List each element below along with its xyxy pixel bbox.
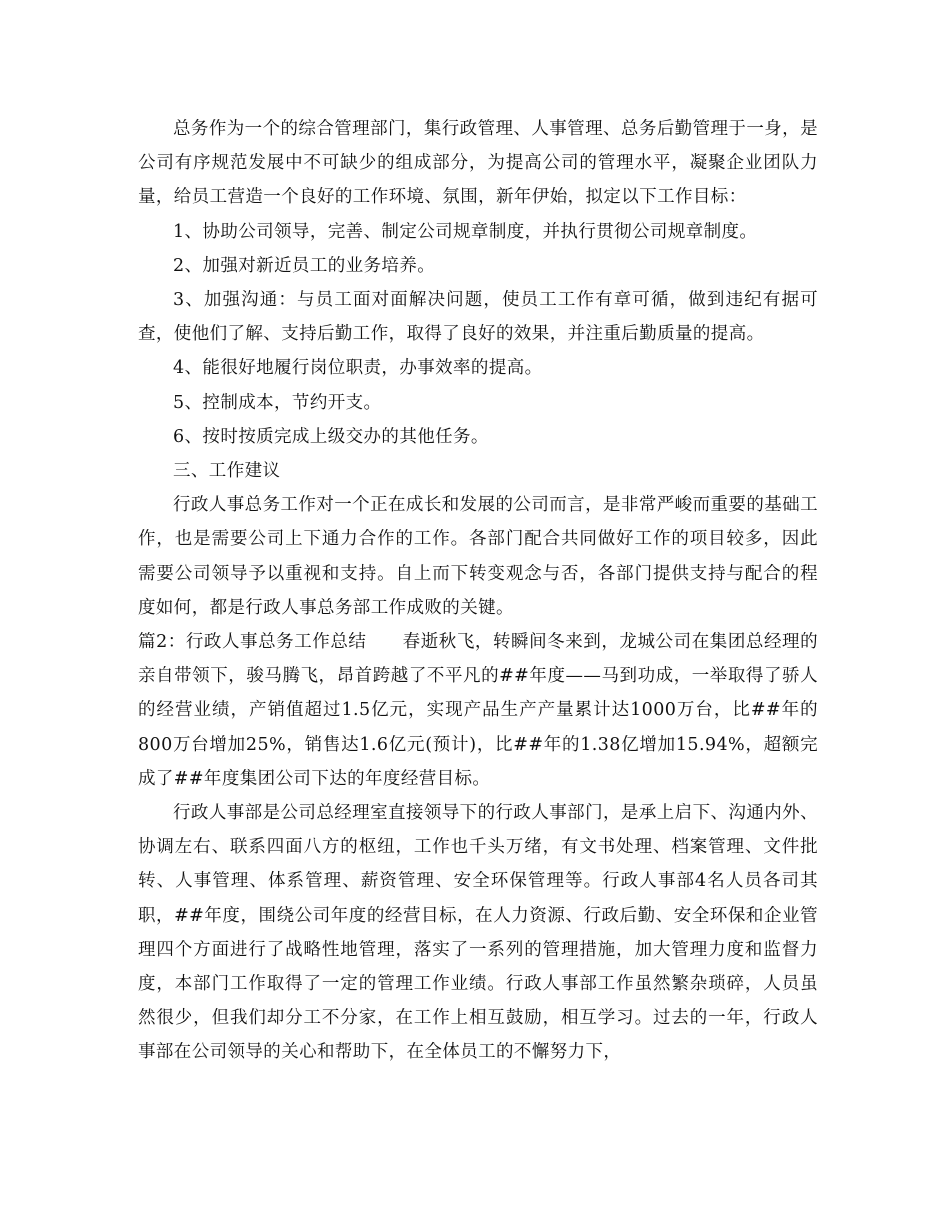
- section-heading-suggestions: 三、工作建议: [173, 461, 281, 482]
- paragraph-goal-3: 3、加强沟通：与员工面对面解决问题，使员工工作有章可循，做到违纪有据可查，使他们了解、支持后勤工作，取得了良好的效果，并注重后勤质量的提高。: [138, 290, 818, 345]
- paragraph-suggestions: 行政人事总务工作对一个正在成长和发展的公司而言，是非常严峻而重要的基础工作，也是需要公司上下通力合作的工作。各部门配合共同做好工作的项目较多，因此需要公司领导予以重视和支持。自上而下转变观念与否，各部门提供支持与配合的程度如何，都是行政人事总务部工作成败的关键。: [138, 495, 818, 618]
- paragraph-goal-5: 5、控制成本，节约开支。: [173, 392, 382, 413]
- paragraph-part-2-summary: 篇2：行政人事总务工作总结 春逝秋飞，转瞬间冬来到，龙城公司在集团总经理的亲自带领下，骏马腾飞，昂首跨越了不平凡的##年度——马到功成，一举取得了骄人的经营业绩，产销值超过1.5亿元，实现产品生产产量累计达1000万台，比##年的800万台增加25%，销售达1.6亿元(预计)，比##年的1.38亿增加15.94%，超额完成了##年度集团公司下达的年度经营目标。: [138, 632, 818, 789]
- paragraph-goal-6: 6、按时按质完成上级交办的其他任务。: [173, 426, 489, 447]
- paragraph-admin-department: 行政人事部是公司总经理室直接领导下的行政人事部门，是承上启下、沟通内外、协调左右、联系四面八方的枢纽，工作也千头万绪，有文书处理、档案管理、文件批转、人事管理、体系管理、薪资管理、安全环保管理等。行政人事部4名人员各司其职，##年度，围绕公司年度的经营目标，在人力资源、行政后勤、安全环保和企业管理四个方面进行了战略性地管理，落实了一系列的管理措施，加大管理力度和监督力度，本部门工作取得了一定的管理工作业绩。行政人事部工作虽然繁杂琐碎，人员虽然很少，但我们却分工不分家，在工作上相互鼓励，相互学习。过去的一年，行政人事部在公司领导的关心和帮助下，在全体员工的不懈努力下，: [138, 803, 818, 1063]
- document-body: [138, 112, 818, 1070]
- paragraph-goal-1: 1、协助公司领导，完善、制定公司规章制度，并执行贯彻公司规章制度。: [173, 221, 758, 242]
- paragraph-goal-4: 4、能很好地履行岗位职责，办事效率的提高。: [173, 358, 543, 379]
- paragraph-intro: 总务作为一个的综合管理部门，集行政管理、人事管理、总务后勤管理于一身，是公司有序规范发展中不可缺少的组成部分，为提高公司的管理水平，凝聚企业团队力量，给员工营造一个良好的工作环境、氛围，新年伊始，拟定以下工作目标：: [138, 119, 818, 208]
- paragraph-goal-2: 2、加强对新近员工的业务培养。: [173, 255, 436, 276]
